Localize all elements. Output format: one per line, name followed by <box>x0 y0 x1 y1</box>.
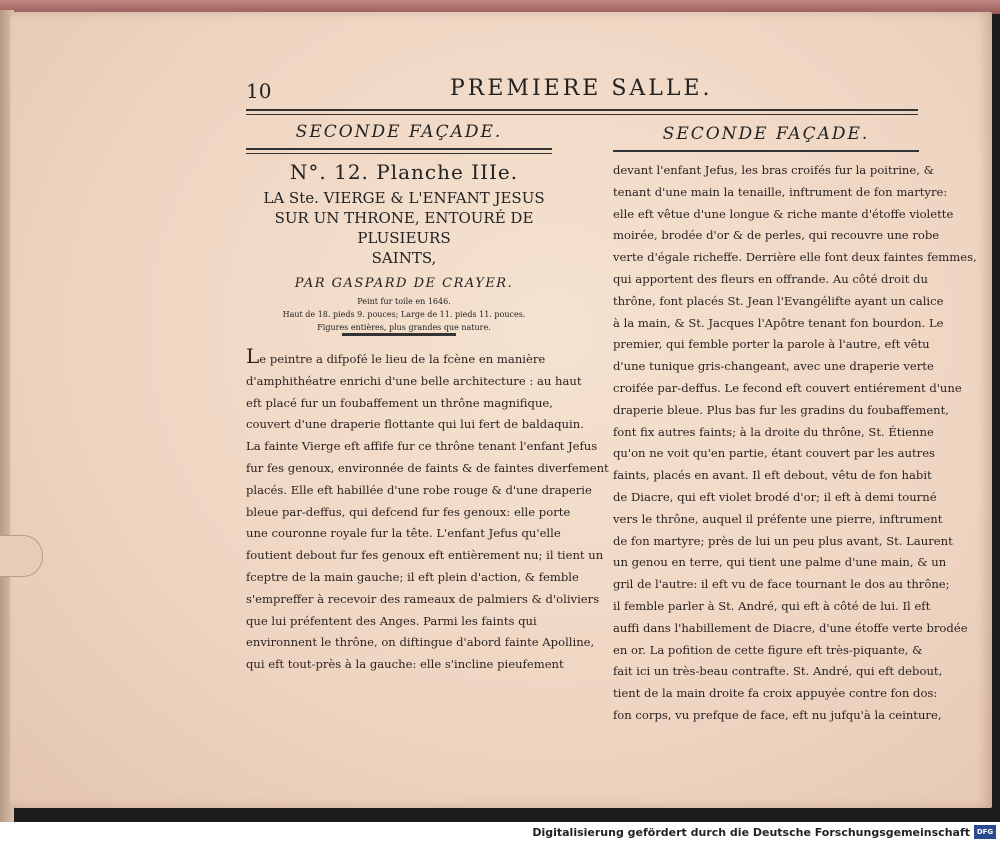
text-line: d'amphithéatre enrichi d'une belle architecture : au haut <box>246 373 582 388</box>
footer-bar <box>0 822 1000 845</box>
text-line: fait ici un très-beau contrafte. St. André, qui eft debout, <box>613 664 943 679</box>
text-line: il femble parler à St. André, qui eft à côté de lui. Il eft <box>613 598 931 613</box>
text-line: draperie bleue. Plus bas fur les gradins du foubaffement, <box>613 402 949 417</box>
left-heading-rule <box>246 148 552 150</box>
text-line: verte d'égale richeffe. Derrière elle font deux faintes femmes, <box>613 250 977 265</box>
text-line: couvert d'une draperie flottante qui lui fert de baldaquin. <box>246 417 584 432</box>
text-line: foutient debout fur fes genoux eft entièrement nu; il tient un <box>246 548 604 563</box>
text-line: fceptre de la main gauche; il eft plein d'action, & femble <box>246 569 579 584</box>
plate-subject <box>250 188 558 268</box>
text-line: de Diacre, qui eft violet brodé d'or; il eft à demi tourné <box>613 489 937 504</box>
ornament-rule <box>342 333 456 336</box>
left-column-heading: SECONDE FAÇADE. <box>295 122 503 142</box>
text-line: gril de l'autre: il eft vu de face tournant le dos au thrône; <box>613 577 950 592</box>
plate-subject-line: SUR UN THRONE, ENTOURÉ DE PLUSIEURS <box>274 209 534 247</box>
text-line: un genou en terre, qui tient une palme d'une main, & un <box>613 555 947 570</box>
text-line: elle eft vêtue d'une longue & riche mante d'étoffe violette <box>613 206 954 221</box>
text-line: auffi dans l'habillement de Diacre, d'une étoffe verte brodée <box>613 620 968 635</box>
right-column-text <box>613 160 977 727</box>
right-heading-rule <box>613 150 919 152</box>
right-column-heading: SECONDE FAÇADE. <box>662 124 870 144</box>
text-line: qu'on ne voit qu'en partie, étant couvert par les autres <box>613 446 936 461</box>
plate-artist: PAR GASPARD DE CRAYER. <box>294 276 514 291</box>
plate-meta-line: Haut de 18. pieds 9. pouces; Large de 11. pieds 11. pouces. <box>282 310 526 319</box>
text-line: moirée, brodée d'or & de perles, qui recouvre une robe <box>613 228 940 243</box>
text-line: d'une tunique gris-changeant, avec une draperie verte <box>613 359 934 374</box>
text-line: La fainte Vierge eft affife fur ce thrône tenant l'enfant Jefus <box>246 439 598 454</box>
text-line: qui eft tout-près à la gauche: elle s'incline pieufement <box>246 657 564 672</box>
left-column-text <box>246 344 609 676</box>
text-line: font fix autres faints; à la droite du thrône, St. Étienne <box>613 424 934 439</box>
plate-subject-line: LA Ste. VIERGE & L'ENFANT JESUS <box>263 189 545 207</box>
text-line: tenant d'une main la tenaille, inftrument de fon martyre: <box>613 184 948 199</box>
text-line: tient de la main droite fa croix appuyée contre fon dos: <box>613 686 938 701</box>
footer-credit: Digitalisierung gefördert durch die Deutsche Forschungsgemeinschaft <box>532 826 970 839</box>
text-line: premier, qui femble porter la parole à l'autre, eft vêtu <box>613 337 930 352</box>
text-line: devant l'enfant Jefus, les bras croifés fur la poitrine, & <box>613 163 934 177</box>
text-line: bleue par-deffus, qui defcend fur fes genoux: elle porte <box>246 504 571 519</box>
left-heading-rule-thin <box>246 153 552 154</box>
head-rule-bottom <box>246 114 918 115</box>
text-line: une couronne royale fur la tête. L'enfant Jefus qu'elle <box>246 526 561 541</box>
plate-title-block <box>250 160 558 334</box>
plate-meta <box>250 295 558 334</box>
text-line: s'empreffer à recevoir des rameaux de palmiers & d'oliviers <box>246 591 600 606</box>
text-line: fon corps, vu prefque de face, eft nu jufqu'à la ceinture, <box>613 707 942 722</box>
text-line: thrône, font placés St. Jean l'Evangélifte ayant un calice <box>613 293 944 308</box>
text-line: fur fes genoux, environnée de faints & de faintes diverfement <box>246 460 609 475</box>
text-line: croifée par-deffus. Le fecond eft couvert entiérement d'une <box>613 380 962 395</box>
text-line: qui apportent des fleurs en offrande. Au côté droit du <box>613 271 928 286</box>
plate-meta-line: Figures entières, plus grandes que nature. <box>317 323 491 332</box>
text-line: que lui préfentent des Anges. Parmi les faints qui <box>246 613 537 628</box>
page-tab <box>0 535 43 577</box>
running-head: PREMIERE SALLE. <box>450 76 713 101</box>
plate-subject-line: SAINTS, <box>371 249 437 267</box>
text-line: environnent le thrône, on diftingue d'abord fainte Apolline, <box>246 635 595 650</box>
text-line: faints, placés en avant. Il eft debout, vêtu de fon habit <box>613 468 932 483</box>
text-line: en or. La pofition de cette figure eft très-piquante, & <box>613 642 923 657</box>
plate-number: N°. 12. Planche IIIe. <box>289 160 519 184</box>
text-line: Le peintre a difpofé le lieu de la fcène en manière <box>246 344 546 368</box>
text-line: de fon martyre; près de lui un peu plus avant, St. Laurent <box>613 533 953 548</box>
page-number: 10 <box>246 79 272 103</box>
text-line: à la main, & St. Jacques l'Apôtre tenant fon bourdon. Le <box>613 315 944 330</box>
text-line: eft placé fur un foubaffement un thrône magnifique, <box>246 395 553 410</box>
text-line: placés. Elle eft habillée d'une robe rouge & d'une draperie <box>246 482 592 497</box>
text-line: vers le thrône, auquel il préfente une pierre, inftrument <box>613 511 943 526</box>
dfg-logo-icon: DFG <box>974 825 996 839</box>
plate-meta-line: Peint fur toile en 1646. <box>357 297 451 306</box>
head-rule-top <box>246 109 918 111</box>
